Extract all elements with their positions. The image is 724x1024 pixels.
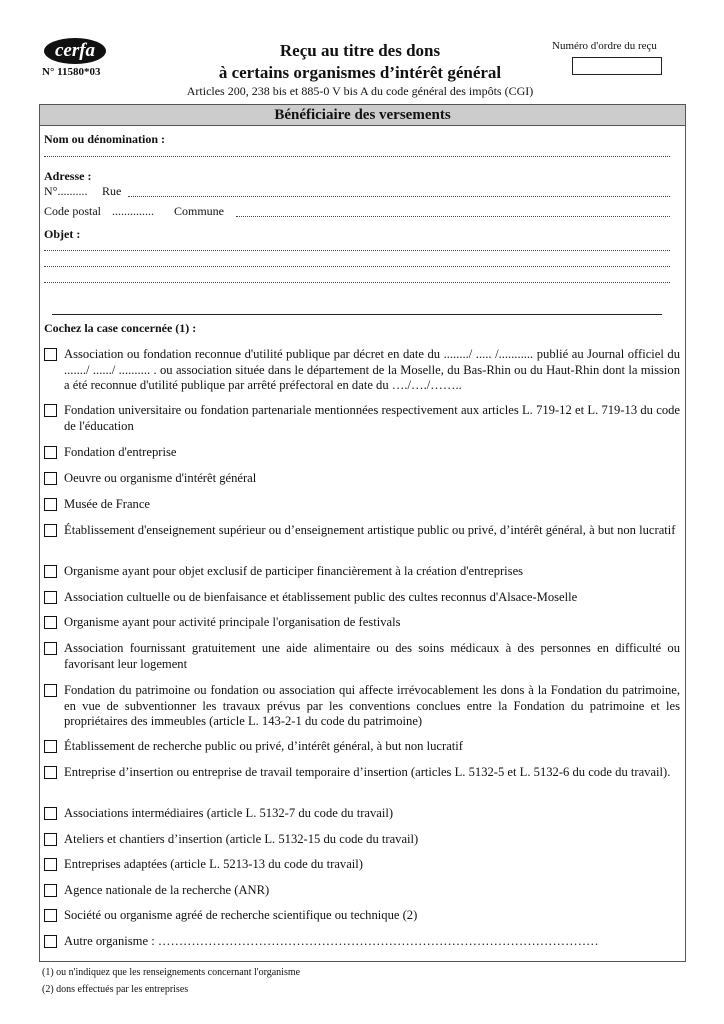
option-label: Autre organisme : …………………………………………………………………………………………… xyxy=(64,934,599,948)
name-field[interactable] xyxy=(44,156,670,157)
purpose-field-line2[interactable] xyxy=(44,266,670,267)
option-label: Fondation universitaire ou fondation partenariale mentionnées respectivement aux articles L. 719-12 et L. 719-13 du code de l'éducation xyxy=(64,403,680,433)
option-societe-agreee xyxy=(44,908,680,924)
checkbox[interactable] xyxy=(44,684,57,697)
cerfa-logo: cerfa xyxy=(44,38,106,64)
street-number-label: N°.......... xyxy=(44,184,88,198)
option-entreprises-adaptees xyxy=(44,857,680,873)
option-fondation-patrimoine xyxy=(44,683,680,730)
checkbox[interactable] xyxy=(44,807,57,820)
checkbox[interactable] xyxy=(44,858,57,871)
name-label: Nom ou dénomination : xyxy=(44,132,166,146)
city-field[interactable] xyxy=(236,216,670,217)
checkbox[interactable] xyxy=(44,524,57,537)
checkbox[interactable] xyxy=(44,348,57,361)
option-associations-intermediaires xyxy=(44,806,680,822)
option-label: Établissement de recherche public ou privé, d’intérêt général, à but non lucratif xyxy=(64,739,463,753)
option-label: Association ou fondation reconnue d'utilité publique par décret en date du ......../ ..... /........... publié au Journal officiel du ......./ ....../ .......... . ou association située dans le département de la Moselle, du Bas-Rhin ou du Haut-Rhin dont la mission a été reconnue d'utilité publique par arrêté préfectoral en date du …./…./…….. xyxy=(64,347,680,393)
option-label: Agence nationale de la recherche (ANR) xyxy=(64,883,270,897)
option-label: Musée de France xyxy=(64,497,151,511)
section-title: Bénéficiaire des versements xyxy=(40,105,685,126)
checkbox[interactable] xyxy=(44,446,57,459)
option-musee-de-france xyxy=(44,497,680,513)
option-label: Associations intermédiaires (article L. 5132-7 du code du travail) xyxy=(64,806,394,820)
option-label: Fondation d'entreprise xyxy=(64,445,177,459)
separator-line xyxy=(52,314,662,315)
option-label: Fondation du patrimoine ou fondation ou association qui affecte irrévocablement les dons à la Fondation du patrimoine, en vue de subventionner les travaux prévus par les conventions conclues entre la Fondation du patrimoine et les propriétaires des immeubles (article L. 143-2-1 du code du patrimoine) xyxy=(64,683,680,729)
option-entreprise-insertion xyxy=(44,765,680,781)
option-label: Ateliers et chantiers d’insertion (article L. 5132-15 du code du travail) xyxy=(64,832,419,846)
street-label: Rue xyxy=(102,184,122,198)
postal-code-field[interactable]: .............. xyxy=(112,204,154,218)
checkbox[interactable] xyxy=(44,766,57,779)
check-instruction: Cochez la case concernée (1) : xyxy=(44,321,197,335)
checkbox[interactable] xyxy=(44,740,57,753)
purpose-field-line1[interactable] xyxy=(44,250,670,251)
checkbox[interactable] xyxy=(44,616,57,629)
checkbox[interactable] xyxy=(44,565,57,578)
option-association-cultuelle xyxy=(44,590,680,606)
checkbox[interactable] xyxy=(44,404,57,417)
postal-code-label: Code postal xyxy=(44,204,101,218)
receipt-number-field[interactable] xyxy=(572,57,662,75)
option-label: Organisme ayant pour activité principale l'organisation de festivals xyxy=(64,615,401,629)
purpose-field-line3[interactable] xyxy=(44,282,670,283)
option-autre-organisme xyxy=(44,934,680,950)
option-label: Entreprise d’insertion ou entreprise de travail temporaire d’insertion (articles L. 5132-5 et L. 5132-6 du code du travail). xyxy=(64,765,671,779)
checkbox[interactable] xyxy=(44,935,57,948)
option-label: Association fournissant gratuitement une aide alimentaire ou des soins médicaux à des personnes en difficulté ou favorisant leur logement xyxy=(64,641,680,671)
option-etablissement-recherche xyxy=(44,739,680,755)
form-number: N° 11580*03 xyxy=(42,66,101,78)
street-field[interactable] xyxy=(128,196,670,197)
checkbox[interactable] xyxy=(44,498,57,511)
checkbox[interactable] xyxy=(44,884,57,897)
option-oeuvre-interet-general xyxy=(44,471,680,487)
document-title-line2: à certains organismes d’intérêt général xyxy=(218,63,502,82)
option-creation-entreprises xyxy=(44,564,680,580)
checkbox[interactable] xyxy=(44,909,57,922)
footnote-1: (1) ou n'indiquez que les renseignements concernant l'organisme xyxy=(42,967,301,978)
option-ateliers-chantiers xyxy=(44,832,680,848)
option-festivals xyxy=(44,615,680,631)
option-label: Société ou organisme agréé de recherche scientifique ou technique (2) xyxy=(64,908,418,922)
beneficiary-frame xyxy=(39,104,686,962)
footnote-2: (2) dons effectués par les entreprises xyxy=(42,984,189,995)
receipt-number-label: Numéro d'ordre du reçu xyxy=(552,40,657,52)
option-fondation-universitaire xyxy=(44,403,680,434)
checkbox[interactable] xyxy=(44,833,57,846)
option-enseignement-superieur xyxy=(44,523,680,539)
checkbox[interactable] xyxy=(44,591,57,604)
option-fondation-entreprise xyxy=(44,445,680,461)
option-label: Oeuvre ou organisme d'intérêt général xyxy=(64,471,257,485)
document-title-line1: Reçu au titre des dons xyxy=(279,41,441,60)
checkbox[interactable] xyxy=(44,472,57,485)
option-anr xyxy=(44,883,680,899)
document-subtitle: Articles 200, 238 bis et 885-0 V bis A du code général des impôts (CGI) xyxy=(186,84,534,98)
address-label: Adresse : xyxy=(44,169,92,183)
option-label: Établissement d'enseignement supérieur ou d’enseignement artistique public ou privé, d’intérêt général, à but non lucratif xyxy=(64,523,676,537)
purpose-label: Objet : xyxy=(44,227,81,241)
option-label: Association cultuelle ou de bienfaisance et établissement public des cultes reconnus d'Alsace-Moselle xyxy=(64,590,578,604)
city-label: Commune xyxy=(174,204,224,218)
option-utilite-publique xyxy=(44,347,680,394)
checkbox[interactable] xyxy=(44,642,57,655)
option-label: Entreprises adaptées (article L. 5213-13 du code du travail) xyxy=(64,857,363,871)
option-aide-alimentaire xyxy=(44,641,680,672)
option-label: Organisme ayant pour objet exclusif de participer financièrement à la création d'entreprises xyxy=(64,564,524,578)
